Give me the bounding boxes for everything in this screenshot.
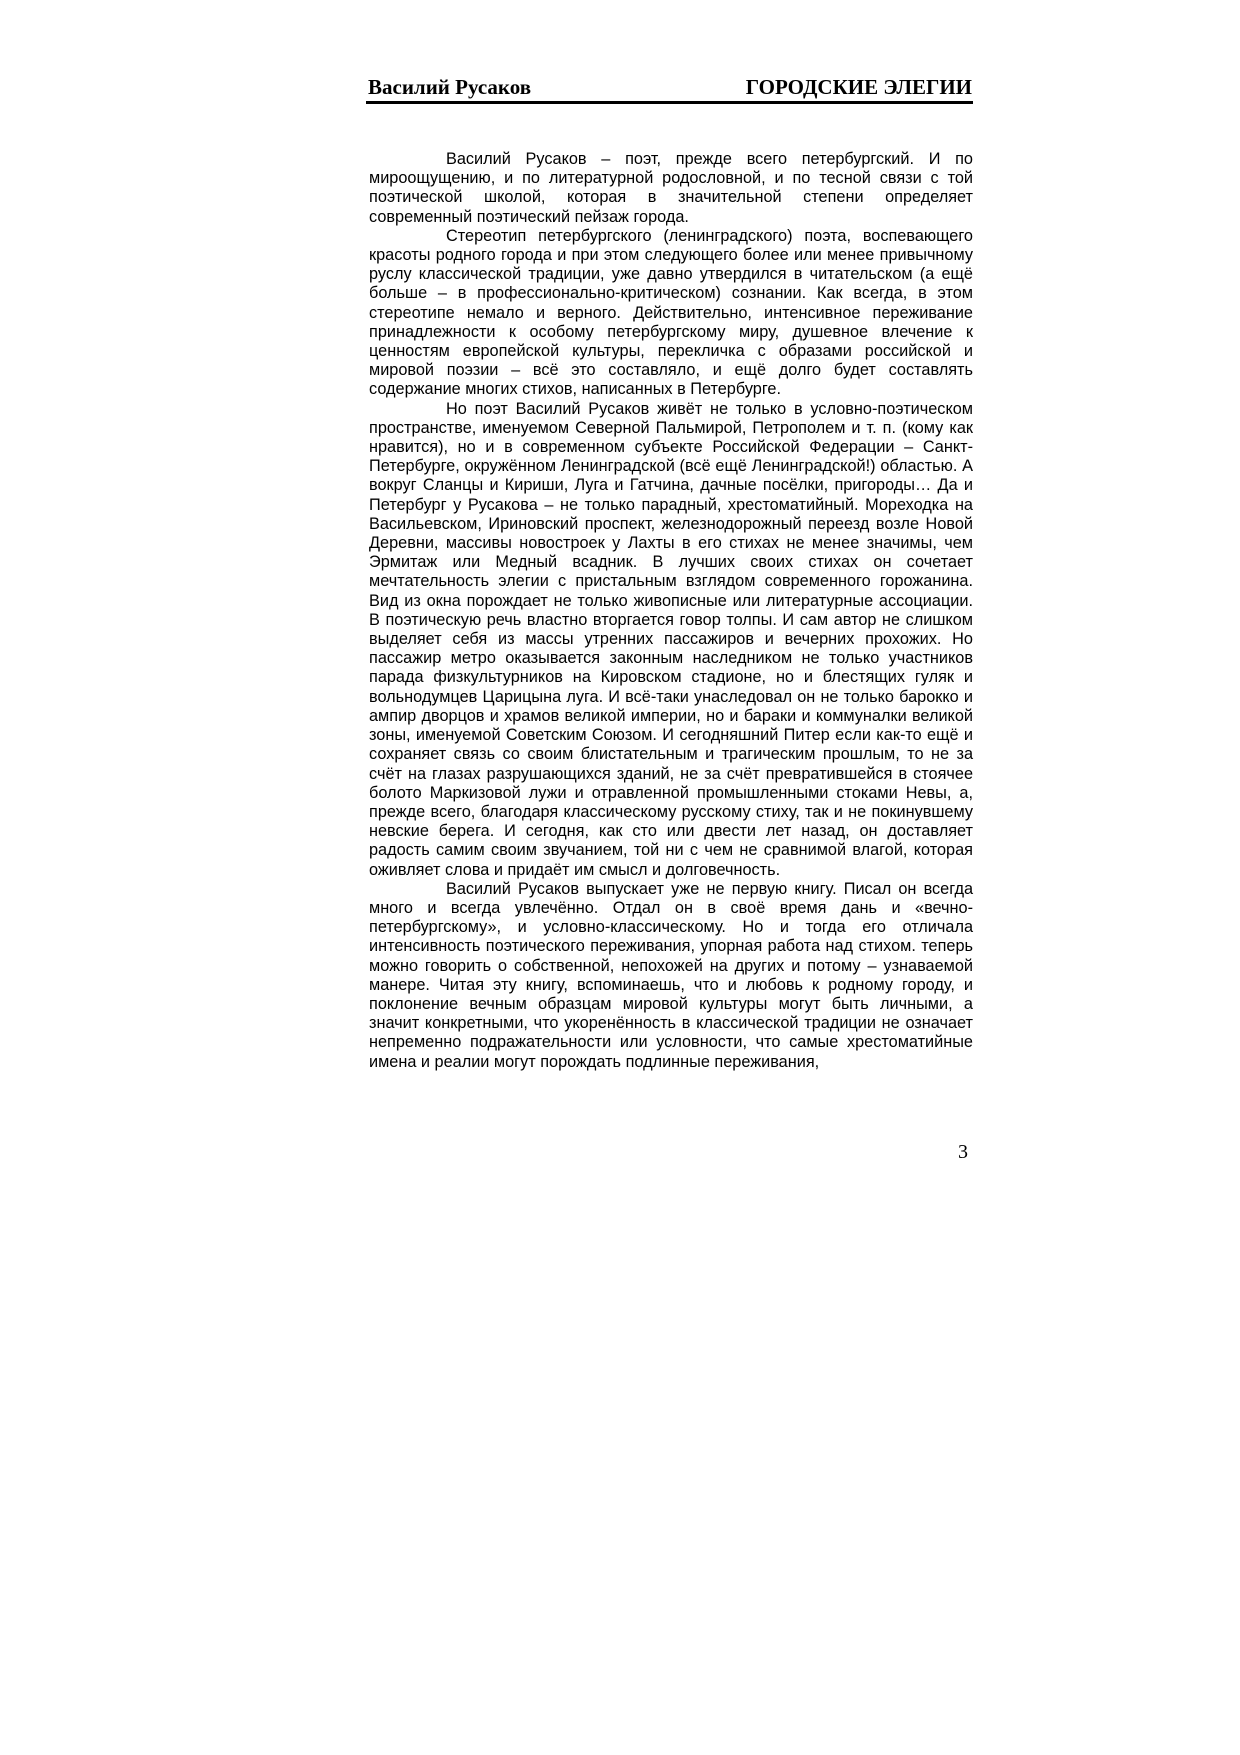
paragraph: Василий Русаков – поэт, прежде всего петербургский. И по мироощущению, и по литературной родословной, и по тесной связи с той поэтической школой, которая в значительной степени определяет современный поэтический пейзаж города.: [369, 150, 973, 226]
header-author: Василий Русаков: [368, 75, 532, 99]
running-header: [368, 74, 972, 100]
page-number: 3: [958, 1141, 968, 1163]
header-book-title: ГОРОДСКИЕ ЭЛЕГИИ: [745, 75, 972, 99]
paragraph: Стереотип петербургского (ленинградского) поэта, воспевающего красоты родного города и при этом следующего более или менее привычному руслу классической традиции, уже давно утвердился в читательском (а ещё больше – в профессионально-критическом) сознании. Как всегда, в этом стереотипе немало и верного. Действительно, интенсивное переживание принадлежности к особому петербургскому миру, душевное влечение к ценностям европейской культуры, перекличка с образами российской и мировой поэзии – всё это составляло, и ещё долго будет составлять содержание многих стихов, написанных в Петербурге.: [369, 226, 973, 399]
paragraph: Василий Русаков выпускает уже не первую книгу. Писал он всегда много и всегда увлечённо. Отдал он в своё время дань и «вечно-петербургскому», и условно-классическому. Но и тогда его отличала интенсивность поэтического переживания, упорная работа над стихом. теперь можно говорить о собственной, непохожей на других и потому – узнаваемой манере. Читая эту книгу, вспоминаешь, что и любовь к родному городу, и поклонение вечным образцам мировой культуры могут быть личными, а значит конкретными, что укоренённость в классической традиции не означает непременно подражательности или условности, что самые хрестоматийные имена и реалии могут порождать подлинные переживания,: [369, 879, 973, 1071]
paragraph: Но поэт Василий Русаков живёт не только в условно-поэтическом пространстве, именуемом Северной Пальмирой, Петрополем и т. п. (кому как нравится), но и в современном субъекте Российской Федерации – Санкт-Петербурге, окружённом Ленинградской (всё ещё Ленинградской!) областью. А вокруг Сланцы и Кириши, Луга и Гатчина, дачные посёлки, пригороды… Да и Петербург у Русакова – не только парадный, хрестоматийный. Мореходка на Васильевском, Ириновский проспект, железнодорожный переезд возле Новой Деревни, массивы новостроек у Лахты в его стихах не менее значимы, чем Эрмитаж или Медный всадник. В лучших своих стихах он сочетает мечтательность элегии с пристальным взглядом современного горожанина. Вид из окна порождает не только живописные или литературные ассоциации. В поэтическую речь властно вторгается говор толпы. И сам автор не слишком выделяет себя из массы утренних пассажиров и вечерних прохожих. Но пассажир метро оказывается законным наследником не только участников парада физкультурников на Кировском стадионе, но и блестящих гуляк и вольнодумцев Царицына луга. И всё-таки унаследовал он не только барокко и ампир дворцов и храмов великой империи, но и бараки и коммуналки великой зоны, именуемой Советским Союзом. И сегодняшний Питер если как-то ещё и сохраняет связь со своим блистательным и трагическим прошлым, то не за счёт на глазах разрушающихся зданий, не за счёт превратившейся в стоячее болото Маркизовой лужи и отравленной промышленными стоками Невы, а, прежде всего, благодаря классическому русскому стиху, так и не покинувшему невские берега. И сегодня, как сто или двести лет назад, он доставляет радость самим своим звучанием, той ни с чем не сравнимой влагой, которая оживляет слова и придаёт им смысл и долговечность.: [369, 399, 973, 879]
header-rule: [366, 101, 973, 104]
body-text: [369, 150, 973, 1072]
